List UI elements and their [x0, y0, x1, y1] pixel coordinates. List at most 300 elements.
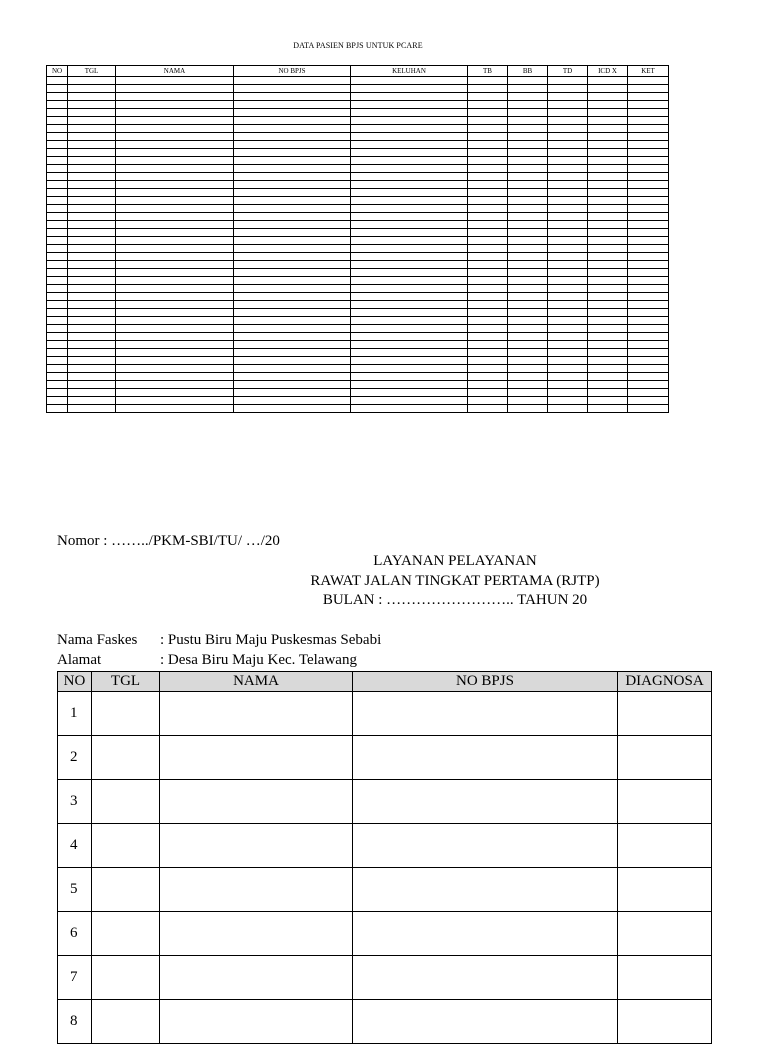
table-cell	[116, 197, 234, 205]
table-cell	[47, 181, 68, 189]
table-cell	[548, 389, 588, 397]
table-cell	[628, 285, 669, 293]
table-row	[47, 301, 669, 309]
col-nama: NAMA	[116, 66, 234, 77]
col-no: NO	[47, 66, 68, 77]
table-cell	[628, 357, 669, 365]
table-cell	[234, 293, 351, 301]
table-cell	[92, 824, 160, 868]
table-cell	[588, 229, 628, 237]
table-cell	[47, 165, 68, 173]
table-cell	[234, 149, 351, 157]
table-cell	[68, 301, 116, 309]
table-cell	[68, 93, 116, 101]
table-cell	[47, 237, 68, 245]
table-cell	[588, 277, 628, 285]
table-cell	[628, 277, 669, 285]
table-cell	[628, 149, 669, 157]
table-cell	[548, 165, 588, 173]
table-cell	[116, 205, 234, 213]
col-no-bpjs: NO BPJS	[234, 66, 351, 77]
table-cell	[47, 149, 68, 157]
table-cell	[508, 173, 548, 181]
table-cell	[351, 301, 468, 309]
table-cell	[628, 125, 669, 133]
table-cell	[588, 269, 628, 277]
table-cell	[47, 101, 68, 109]
table-cell	[588, 293, 628, 301]
table-cell	[116, 141, 234, 149]
table-cell	[508, 221, 548, 229]
table-cell	[47, 77, 68, 85]
table-cell	[548, 381, 588, 389]
table-cell	[68, 245, 116, 253]
table-cell	[588, 205, 628, 213]
table-cell	[588, 133, 628, 141]
table-cell	[68, 77, 116, 85]
table-cell	[234, 77, 351, 85]
table-cell	[548, 317, 588, 325]
table-cell	[68, 189, 116, 197]
table-cell	[47, 309, 68, 317]
table-cell	[234, 221, 351, 229]
table-cell	[548, 125, 588, 133]
table-cell	[47, 373, 68, 381]
col-bb: BB	[508, 66, 548, 77]
table-row	[47, 293, 669, 301]
table-cell	[68, 173, 116, 181]
report-heading-line2: RAWAT JALAN TINGKAT PERTAMA (RJTP)	[310, 573, 600, 589]
table-row	[47, 309, 669, 317]
table-cell	[351, 189, 468, 197]
table-row	[47, 269, 669, 277]
table-cell	[588, 389, 628, 397]
table-row	[47, 165, 669, 173]
table-cell	[468, 77, 508, 85]
table-cell	[628, 301, 669, 309]
table-cell	[116, 133, 234, 141]
table-cell	[116, 293, 234, 301]
table-cell	[68, 101, 116, 109]
table-cell	[47, 221, 68, 229]
table-cell	[468, 357, 508, 365]
row-number: 3	[58, 780, 92, 824]
table-row	[47, 197, 669, 205]
table-cell	[234, 213, 351, 221]
table-cell	[116, 373, 234, 381]
row-number: 2	[58, 736, 92, 780]
table-cell	[508, 373, 548, 381]
table-cell	[468, 317, 508, 325]
table-cell	[351, 245, 468, 253]
table-cell	[160, 956, 353, 1000]
table-cell	[588, 309, 628, 317]
table-cell	[234, 141, 351, 149]
table-cell	[47, 205, 68, 213]
table-cell	[628, 213, 669, 221]
table-cell	[468, 373, 508, 381]
table-cell	[116, 397, 234, 405]
table-cell	[351, 285, 468, 293]
table-cell	[234, 261, 351, 269]
col-td: TD	[548, 66, 588, 77]
table-cell	[116, 333, 234, 341]
table-cell	[628, 325, 669, 333]
table-cell	[468, 149, 508, 157]
table-cell	[68, 389, 116, 397]
table-cell	[351, 293, 468, 301]
table-cell	[160, 912, 353, 956]
table-cell	[234, 109, 351, 117]
table-cell	[47, 261, 68, 269]
table-cell	[351, 389, 468, 397]
table-cell	[47, 381, 68, 389]
table-cell	[468, 205, 508, 213]
table-cell	[351, 213, 468, 221]
table-cell	[47, 389, 68, 397]
table-cell	[47, 197, 68, 205]
table-cell	[47, 293, 68, 301]
table-cell	[68, 261, 116, 269]
table-cell	[47, 405, 68, 413]
table-cell	[628, 93, 669, 101]
alamat-label: Alamat	[57, 652, 102, 668]
table-cell	[68, 285, 116, 293]
table-cell	[234, 269, 351, 277]
table-cell	[468, 189, 508, 197]
table-cell	[588, 77, 628, 85]
table-cell	[508, 381, 548, 389]
table-cell	[508, 397, 548, 405]
table-cell	[68, 293, 116, 301]
table-cell	[548, 349, 588, 357]
table-cell	[116, 317, 234, 325]
table-cell	[234, 237, 351, 245]
table-cell	[468, 197, 508, 205]
table-cell	[234, 309, 351, 317]
table-cell	[628, 373, 669, 381]
table-cell	[468, 221, 508, 229]
table-cell	[68, 149, 116, 157]
table-cell	[548, 213, 588, 221]
table-cell	[468, 285, 508, 293]
table-cell	[588, 373, 628, 381]
table-cell	[351, 165, 468, 173]
table-cell	[588, 357, 628, 365]
table-cell	[351, 365, 468, 373]
table-cell	[116, 77, 234, 85]
table-row	[47, 261, 669, 269]
table-cell	[68, 405, 116, 413]
table-cell	[548, 173, 588, 181]
table-cell	[116, 165, 234, 173]
table-cell	[468, 125, 508, 133]
table-cell	[508, 165, 548, 173]
table-row	[47, 333, 669, 341]
faskes-label: Nama Faskes	[57, 632, 138, 648]
table-row	[47, 117, 669, 125]
table-cell	[588, 261, 628, 269]
table-cell	[548, 341, 588, 349]
table-cell	[68, 117, 116, 125]
table-cell	[508, 237, 548, 245]
table-cell	[628, 77, 669, 85]
table-cell	[468, 253, 508, 261]
table-cell	[548, 269, 588, 277]
table-cell	[628, 261, 669, 269]
table-cell	[628, 349, 669, 357]
table-cell	[548, 373, 588, 381]
table-cell	[548, 309, 588, 317]
table-cell	[588, 173, 628, 181]
table-cell	[548, 149, 588, 157]
table-cell	[68, 181, 116, 189]
table-body	[58, 692, 712, 1044]
table-cell	[351, 261, 468, 269]
table-cell	[116, 309, 234, 317]
table-cell	[116, 229, 234, 237]
table-cell	[353, 824, 618, 868]
table-cell	[68, 213, 116, 221]
table-cell	[351, 277, 468, 285]
table-row	[47, 245, 669, 253]
table-cell	[508, 77, 548, 85]
table-row	[58, 824, 712, 868]
table-cell	[351, 221, 468, 229]
table-cell	[548, 85, 588, 93]
table-cell	[47, 325, 68, 333]
table-cell	[116, 389, 234, 397]
table-cell	[588, 165, 628, 173]
table-cell	[468, 333, 508, 341]
table-cell	[234, 333, 351, 341]
table-row	[47, 221, 669, 229]
table-cell	[628, 221, 669, 229]
rjtp-table	[57, 671, 712, 1044]
table-cell	[234, 365, 351, 373]
table-cell	[160, 736, 353, 780]
table-cell	[588, 333, 628, 341]
table-cell	[628, 381, 669, 389]
table-cell	[234, 173, 351, 181]
table-header-row	[58, 672, 712, 692]
table-cell	[508, 309, 548, 317]
table-cell	[234, 85, 351, 93]
table-cell	[351, 141, 468, 149]
table-cell	[468, 349, 508, 357]
table-cell	[628, 293, 669, 301]
row-number: 4	[58, 824, 92, 868]
table-cell	[116, 149, 234, 157]
col-ket: KET	[628, 66, 669, 77]
table-cell	[628, 165, 669, 173]
table-cell	[47, 125, 68, 133]
table-cell	[116, 405, 234, 413]
table-cell	[548, 221, 588, 229]
table-cell	[588, 157, 628, 165]
table-row	[47, 181, 669, 189]
table-cell	[47, 189, 68, 197]
table-cell	[234, 373, 351, 381]
table-cell	[234, 389, 351, 397]
table-cell	[508, 245, 548, 253]
table-cell	[548, 93, 588, 101]
table-cell	[588, 181, 628, 189]
table-cell	[588, 189, 628, 197]
table-cell	[351, 93, 468, 101]
table-cell	[548, 237, 588, 245]
table-cell	[508, 181, 548, 189]
table-cell	[47, 117, 68, 125]
table-cell	[628, 269, 669, 277]
table-cell	[548, 229, 588, 237]
table-cell	[68, 309, 116, 317]
table-cell	[234, 285, 351, 293]
table-cell	[588, 397, 628, 405]
table-cell	[116, 189, 234, 197]
table-cell	[628, 205, 669, 213]
table-cell	[468, 405, 508, 413]
table-cell	[508, 109, 548, 117]
table-cell	[548, 141, 588, 149]
table-cell	[508, 349, 548, 357]
table-cell	[508, 85, 548, 93]
table-cell	[548, 301, 588, 309]
table-cell	[68, 277, 116, 285]
table-cell	[47, 229, 68, 237]
table-cell	[618, 1000, 712, 1044]
faskes-row	[57, 632, 381, 649]
table-cell	[351, 317, 468, 325]
table-cell	[116, 269, 234, 277]
table-cell	[588, 325, 628, 333]
table-cell	[92, 780, 160, 824]
col-tb: TB	[468, 66, 508, 77]
table-cell	[47, 213, 68, 221]
table-cell	[468, 165, 508, 173]
table-cell	[351, 405, 468, 413]
table-cell	[508, 101, 548, 109]
table-cell	[116, 85, 234, 93]
table-row	[47, 85, 669, 93]
table-cell	[628, 197, 669, 205]
table-cell	[508, 365, 548, 373]
table-cell	[351, 181, 468, 189]
table-cell	[508, 141, 548, 149]
table-cell	[116, 261, 234, 269]
table-cell	[234, 349, 351, 357]
table-cell	[508, 333, 548, 341]
table-cell	[68, 373, 116, 381]
table-cell	[353, 956, 618, 1000]
table-cell	[234, 405, 351, 413]
table-cell	[351, 229, 468, 237]
col-nama: NAMA	[160, 672, 353, 692]
table-cell	[68, 269, 116, 277]
table-cell	[351, 333, 468, 341]
table-cell	[548, 157, 588, 165]
table-cell	[47, 133, 68, 141]
table-cell	[234, 181, 351, 189]
table-cell	[588, 381, 628, 389]
table-row	[47, 109, 669, 117]
table-cell	[548, 261, 588, 269]
table-cell	[548, 293, 588, 301]
pcare-patient-table	[46, 65, 669, 413]
table-cell	[116, 277, 234, 285]
table-cell	[628, 85, 669, 93]
table-cell	[351, 349, 468, 357]
table-cell	[628, 117, 669, 125]
table-cell	[351, 397, 468, 405]
table-cell	[234, 101, 351, 109]
table-cell	[508, 341, 548, 349]
table-row	[47, 125, 669, 133]
table-cell	[234, 341, 351, 349]
table-cell	[116, 349, 234, 357]
table-row	[47, 365, 669, 373]
table-cell	[628, 333, 669, 341]
table-cell	[588, 301, 628, 309]
table-cell	[351, 157, 468, 165]
table-cell	[548, 77, 588, 85]
table-row	[47, 349, 669, 357]
table-cell	[351, 149, 468, 157]
table-cell	[47, 173, 68, 181]
table-row	[47, 341, 669, 349]
table-cell	[68, 197, 116, 205]
table-cell	[548, 365, 588, 373]
table-cell	[508, 261, 548, 269]
table-cell	[508, 213, 548, 221]
col-tgl: TGL	[92, 672, 160, 692]
table-cell	[628, 109, 669, 117]
table-cell	[68, 205, 116, 213]
table-row	[58, 1000, 712, 1044]
table-cell	[588, 349, 628, 357]
alamat-value: : Desa Biru Maju Kec. Telawang	[160, 652, 357, 668]
table-row	[47, 357, 669, 365]
table-cell	[628, 341, 669, 349]
table-row	[58, 736, 712, 780]
table-cell	[628, 397, 669, 405]
table-cell	[508, 269, 548, 277]
table-cell	[548, 205, 588, 213]
table-cell	[548, 133, 588, 141]
table-row	[47, 253, 669, 261]
table-cell	[588, 405, 628, 413]
col-no-bpjs: NO BPJS	[353, 672, 618, 692]
table-cell	[234, 197, 351, 205]
table-cell	[47, 109, 68, 117]
table-cell	[68, 365, 116, 373]
row-number: 6	[58, 912, 92, 956]
table-cell	[351, 341, 468, 349]
table-cell	[588, 285, 628, 293]
table-cell	[508, 205, 548, 213]
table-cell	[548, 397, 588, 405]
table-cell	[618, 736, 712, 780]
table-cell	[234, 229, 351, 237]
table-cell	[47, 333, 68, 341]
table-cell	[47, 397, 68, 405]
table-cell	[116, 93, 234, 101]
table-cell	[508, 117, 548, 125]
table-cell	[588, 245, 628, 253]
table-cell	[548, 189, 588, 197]
table-cell	[508, 189, 548, 197]
table-cell	[508, 317, 548, 325]
